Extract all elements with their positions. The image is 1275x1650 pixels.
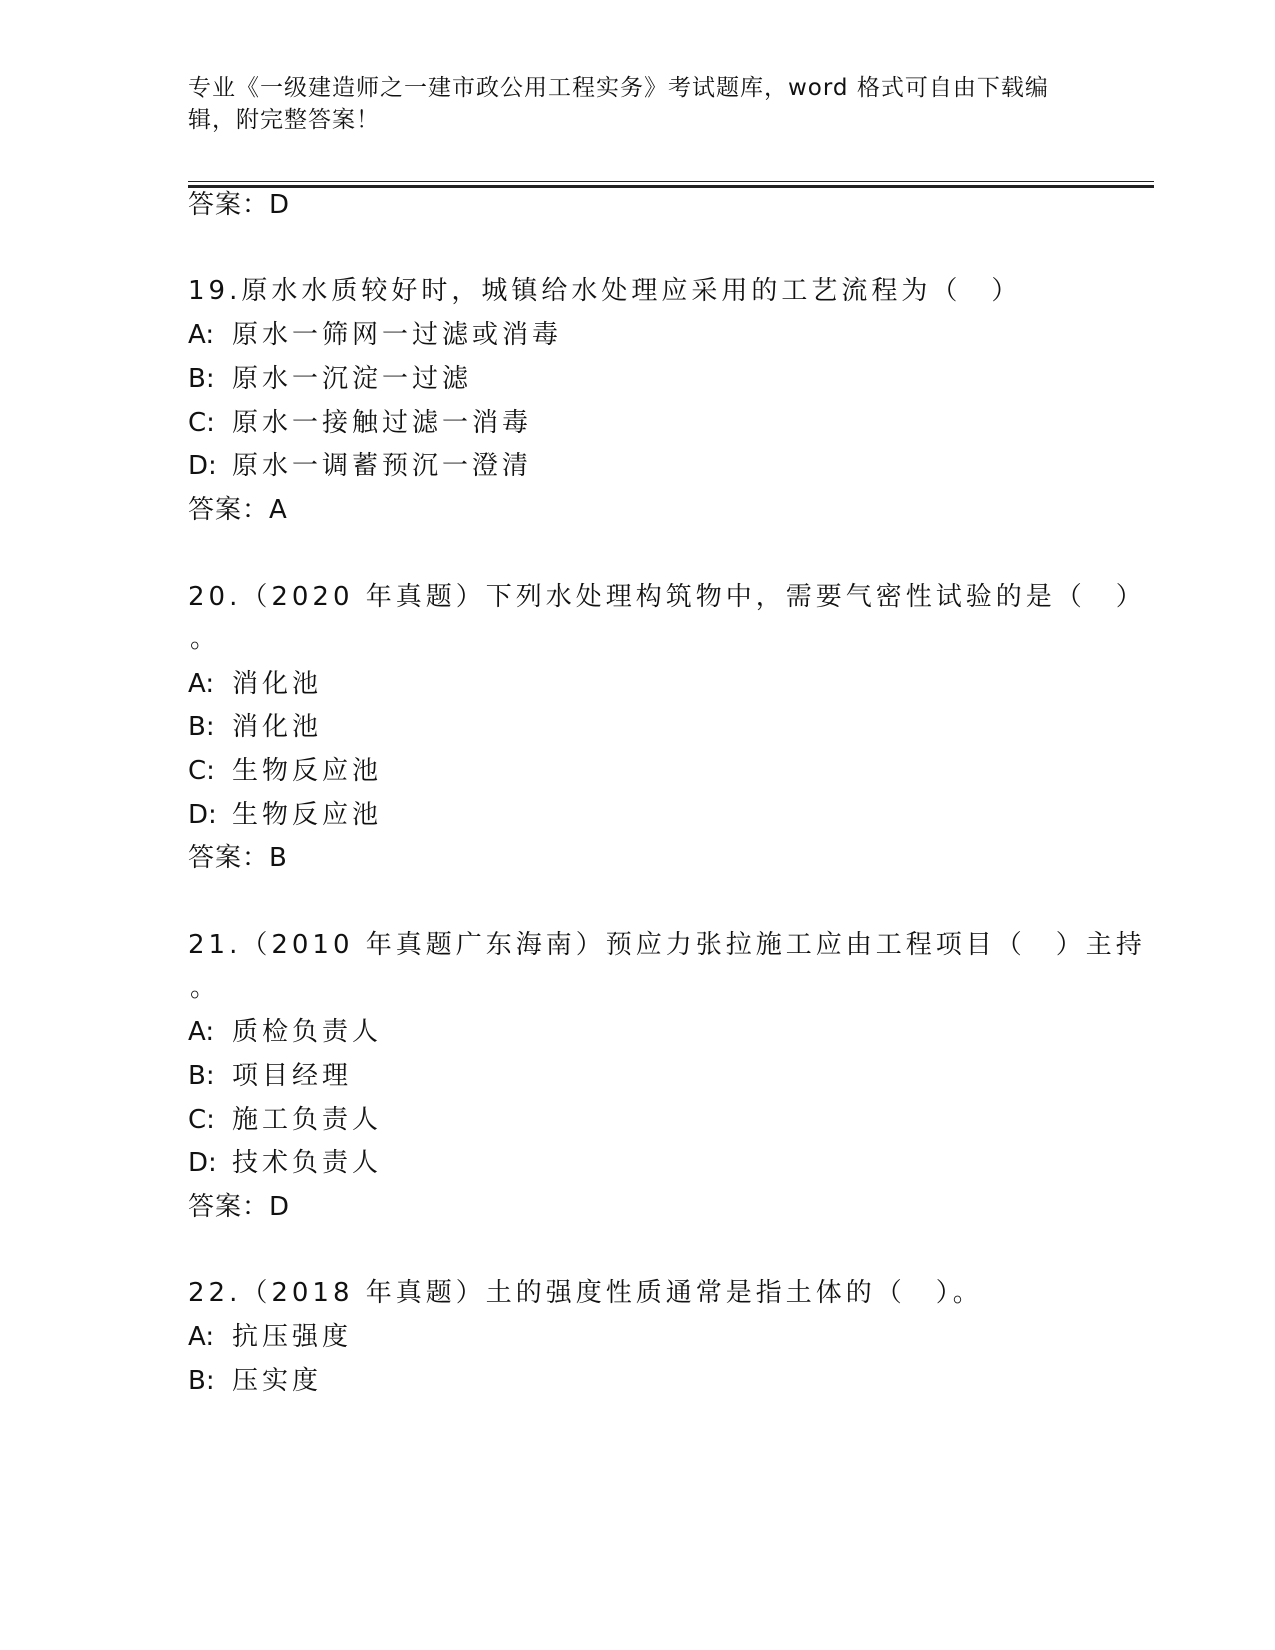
question-20-option-d: [188, 798, 382, 832]
option-text: 消化池: [232, 712, 323, 742]
question-22-text: 22.（2018 年真题）土的强度性质通常是指土体的（ ）。: [188, 1278, 983, 1308]
option-text: 抗压强度: [232, 1322, 353, 1352]
option-label: C:: [188, 408, 215, 438]
answer-20: 答案：B: [188, 843, 288, 873]
option-text: 原水一调蓄预沉一澄清: [232, 451, 533, 481]
header-rule-thin: [188, 181, 1154, 182]
option-text: 质检负责人: [232, 1017, 383, 1047]
question-20-option-b: [188, 710, 322, 744]
option-label: D:: [188, 800, 217, 830]
question-22-option-a: [188, 1320, 352, 1354]
question-19-text: 19.原水水质较好时，城镇给水处理应采用的工艺流程为（ ）: [188, 276, 1022, 306]
question-19-option-d: [188, 449, 532, 483]
question-21-option-d: [188, 1146, 382, 1180]
option-text: 原水一筛网一过滤或消毒: [232, 320, 563, 350]
option-label: D:: [188, 451, 217, 481]
question-21-text: 21.（2010 年真题广东海南）预应力张拉施工应由工程项目（ ）主持: [188, 930, 1146, 960]
question-22-option-b: [188, 1364, 322, 1398]
header-rule-thick: [188, 185, 1154, 188]
answer-21: 答案：D: [188, 1192, 291, 1222]
question-21-option-b: [188, 1059, 352, 1093]
question-19-option-c: [188, 406, 532, 440]
question-20-option-a: [188, 667, 322, 701]
option-label: C:: [188, 1105, 215, 1135]
question-21-option-a: [188, 1015, 382, 1049]
option-text: 生物反应池: [232, 800, 383, 830]
header-line-1: 专业《一级建造师之一建市政公用工程实务》考试题库，word 格式可自由下载编: [188, 75, 1049, 101]
option-label: B:: [188, 364, 215, 394]
option-label: B:: [188, 1061, 215, 1091]
option-text: 原水一沉淀一过滤: [232, 364, 473, 394]
option-text: 施工负责人: [232, 1105, 383, 1135]
question-19-option-b: [188, 362, 472, 396]
question-20-option-c: [188, 754, 382, 788]
question-21-option-c: [188, 1103, 382, 1137]
question-19-option-a: [188, 318, 562, 352]
option-label: B:: [188, 1366, 215, 1396]
answer-18: 答案：D: [188, 190, 291, 220]
option-text: 项目经理: [232, 1061, 353, 1091]
option-label: A:: [188, 1322, 215, 1352]
answer-19: 答案：A: [188, 495, 288, 525]
question-20-continuation: 。: [190, 624, 217, 654]
question-21-continuation: 。: [190, 973, 217, 1003]
option-label: A:: [188, 1017, 215, 1047]
option-text: 压实度: [232, 1366, 323, 1396]
option-text: 生物反应池: [232, 756, 383, 786]
header-line-2: 辑，附完整答案！: [188, 107, 380, 133]
question-20-text: 20.（2020 年真题）下列水处理构筑物中，需要气密性试验的是（ ）: [188, 582, 1146, 612]
option-label: C:: [188, 756, 215, 786]
option-text: 技术负责人: [232, 1148, 383, 1178]
option-text: 原水一接触过滤一消毒: [232, 408, 533, 438]
option-label: B:: [188, 712, 215, 742]
option-label: A:: [188, 320, 215, 350]
option-label: A:: [188, 669, 215, 699]
page-header: [188, 72, 1088, 136]
option-text: 消化池: [232, 669, 323, 699]
option-label: D:: [188, 1148, 217, 1178]
